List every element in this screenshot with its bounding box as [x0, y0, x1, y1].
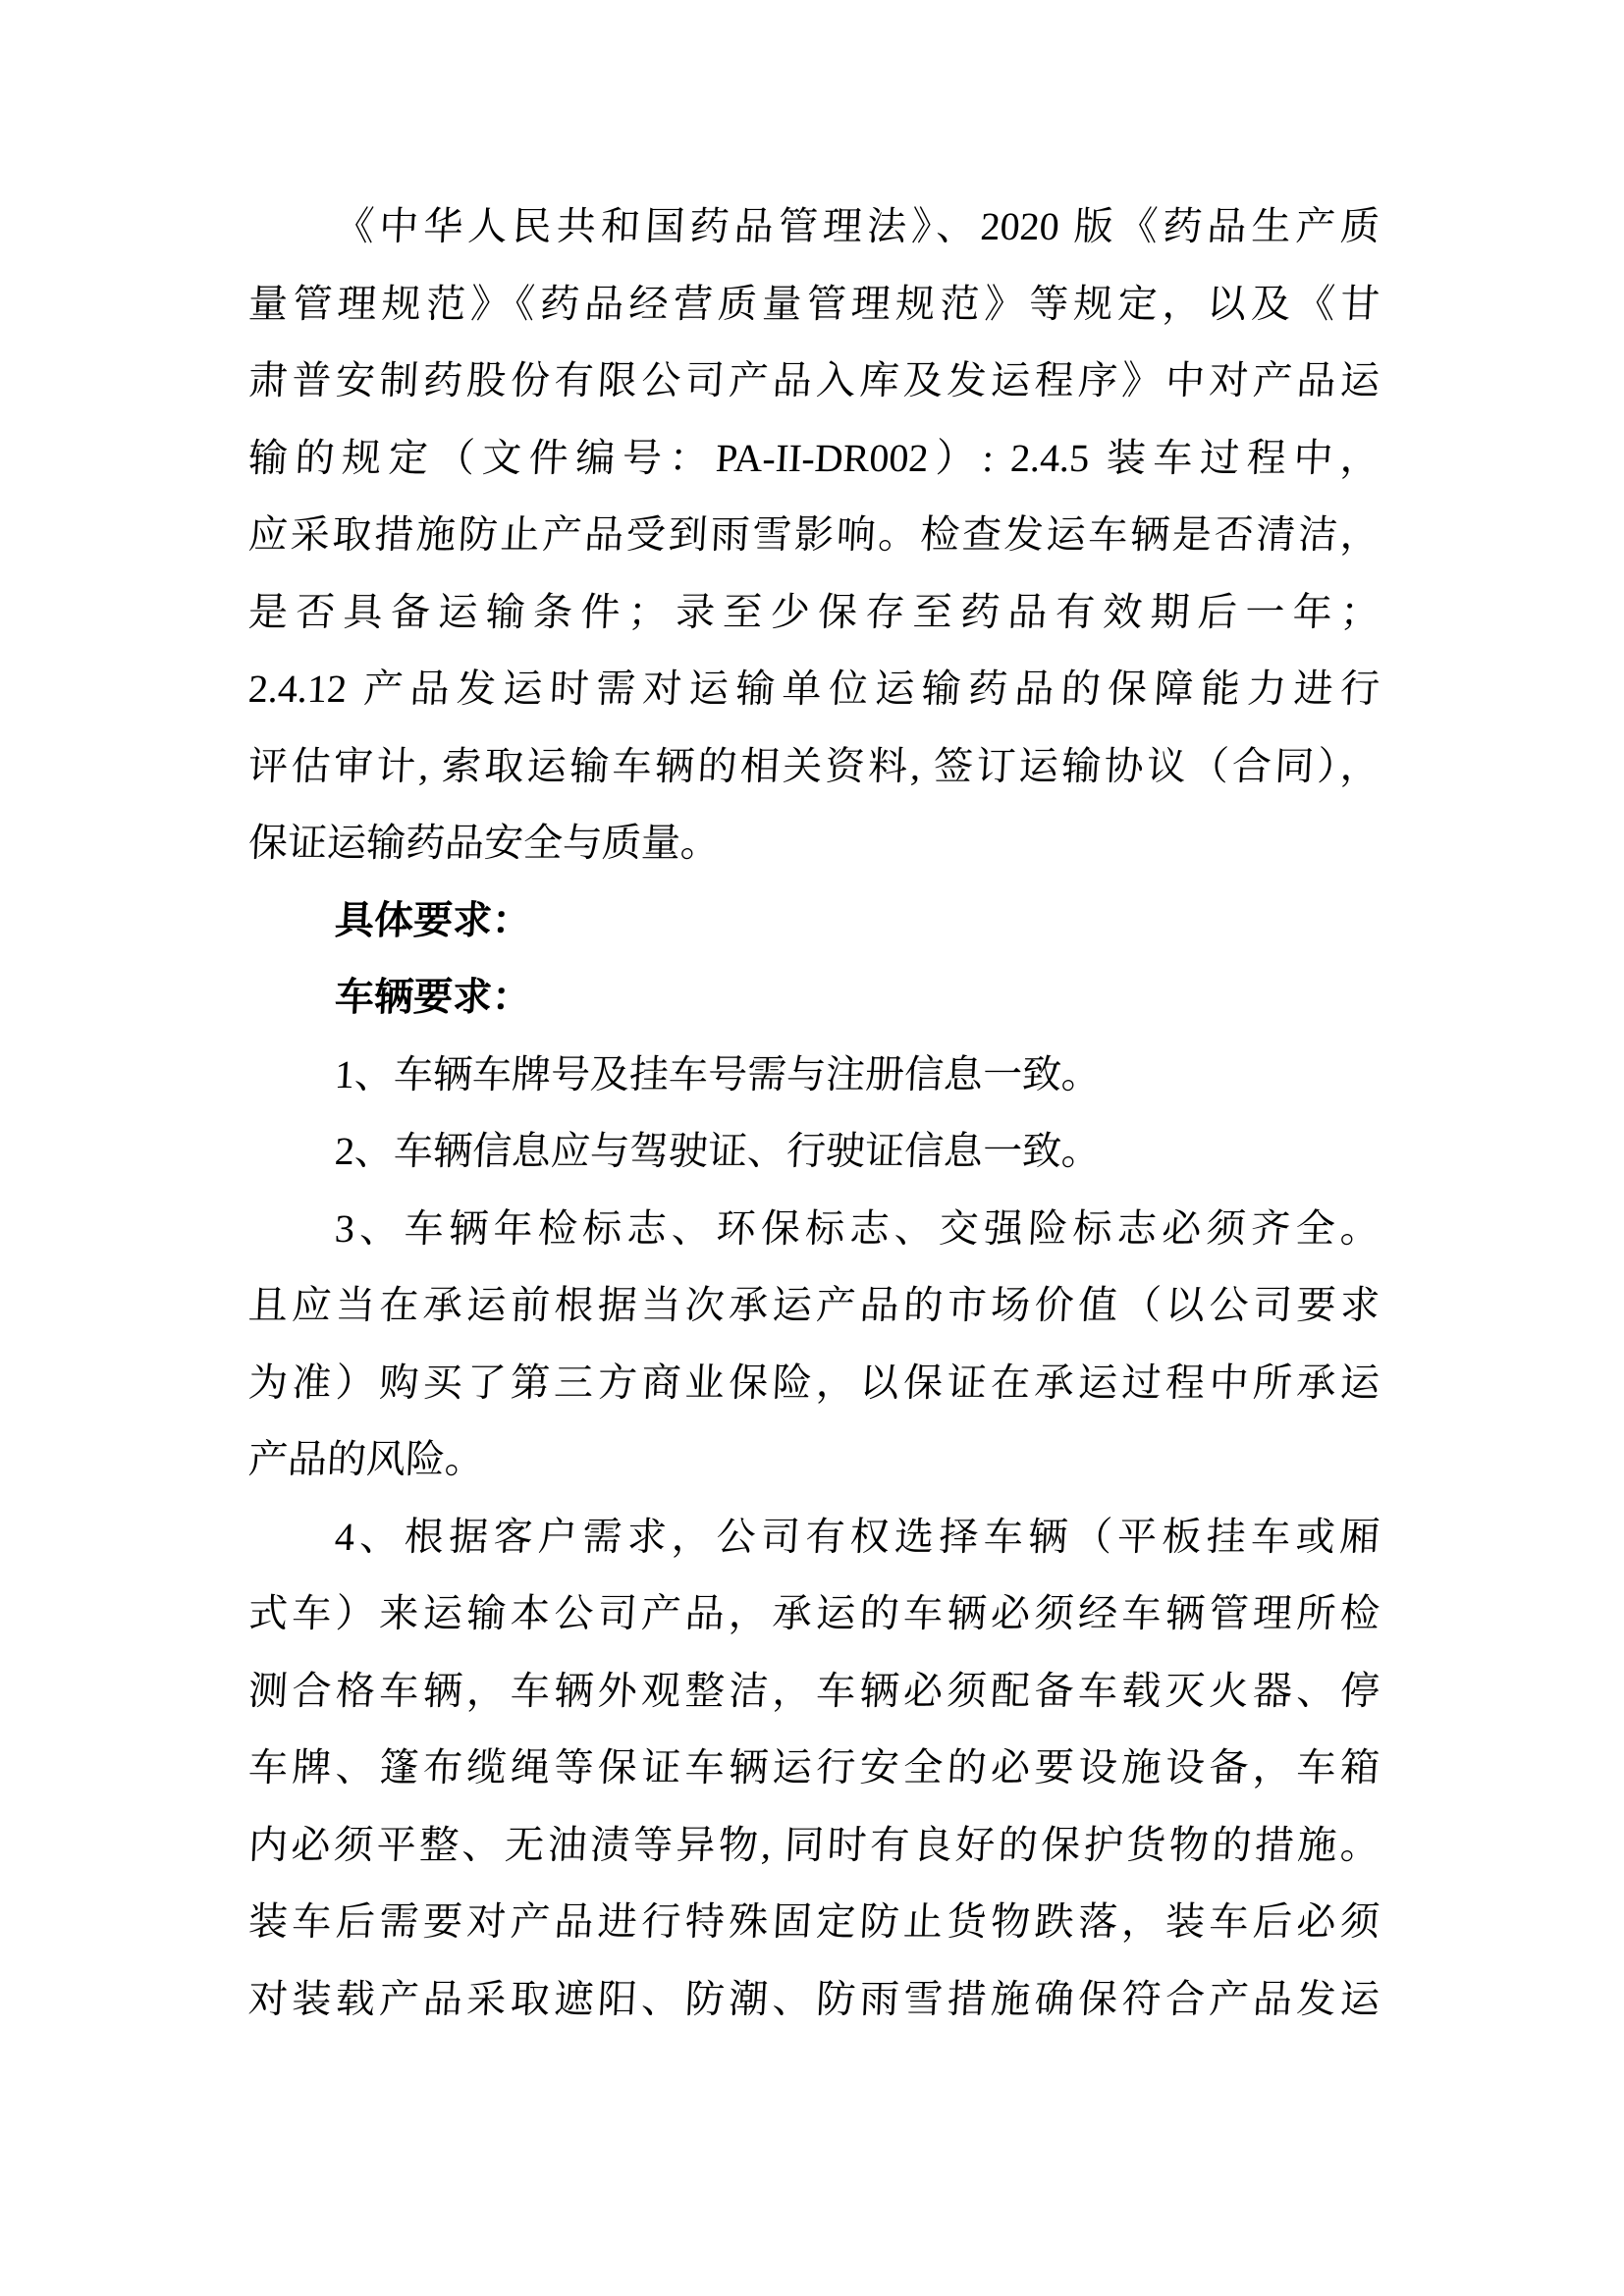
text-line: 输的规定（文件编号：PA-II-DR002）: 2.4.5 装车过程中，	[246, 435, 1381, 480]
text-line: 测合格车辆，车辆外观整洁，车辆必须配备车载灭火器、停	[246, 1668, 1381, 1713]
text-line: 式车）来运输本公司产品，承运的车辆必须经车辆管理所检	[246, 1591, 1381, 1635]
text-line: 应采取措施防止产品受到雨雪影响。检查发运车辆是否清洁，	[246, 512, 1381, 557]
text-line: 且应当在承运前根据当次承运产品的市场价值（以公司要求	[246, 1283, 1381, 1327]
text-line: 2、车辆信息应与驾驶证、行驶证信息一致。	[333, 1129, 1103, 1173]
heading-line: 具体要求：	[333, 897, 533, 942]
list-item-2	[248, 1113, 1380, 1191]
heading-specific-requirements	[248, 882, 1380, 960]
text-line: 《中华人民共和国药品管理法》、2020 版《药品生产质	[333, 204, 1381, 248]
text-line: 1、车辆车牌号及挂车号需与注册信息一致。	[333, 1051, 1103, 1096]
text-line: 是否具备运输条件；录至少保存至药品有效期后一年；	[246, 589, 1381, 634]
text-line: 评估审计, 索取运输车辆的相关资料, 签订运输协议（合同），	[246, 743, 1381, 788]
paragraph-regulations-intro	[248, 188, 1380, 882]
heading-line: 车辆要求：	[333, 975, 533, 1019]
list-item-4	[248, 1499, 1380, 2039]
text-line: 产品的风险。	[246, 1437, 486, 1481]
text-line: 对装载产品采取遮阳、防潮、防雨雪措施确保符合产品发运	[246, 1976, 1381, 2021]
list-item-1	[248, 1037, 1380, 1114]
heading-vehicle-requirements	[248, 959, 1380, 1037]
list-item-3	[248, 1191, 1380, 1499]
text-line: 肃普安制药股份有限公司产品入库及发运程序》中对产品运	[246, 358, 1381, 402]
text-line: 3、车辆年检标志、环保标志、交强险标志必须齐全。	[333, 1205, 1381, 1251]
text-line: 车牌、篷布缆绳等保证车辆运行安全的必要设施设备，车箱	[246, 1745, 1381, 1789]
text-line: 为准）购买了第三方商业保险，以保证在承运过程中所承运	[246, 1360, 1381, 1405]
text-line: 量管理规范》《药品经营质量管理规范》等规定，以及《甘	[246, 281, 1381, 326]
text-line: 装车后需要对产品进行特殊固定防止货物跌落，装车后必须	[246, 1899, 1381, 1944]
text-line: 4、根据客户需求，公司有权选择车辆（平板挂车或厢	[333, 1514, 1381, 1559]
text-line: 保证运输药品安全与质量。	[246, 821, 722, 865]
text-line: 2.4.12 产品发运时需对运输单位运输药品的保障能力进行	[246, 667, 1381, 711]
text-line: 内必须平整、无油渍等异物, 同时有良好的保护货物的措施。	[246, 1822, 1381, 1867]
